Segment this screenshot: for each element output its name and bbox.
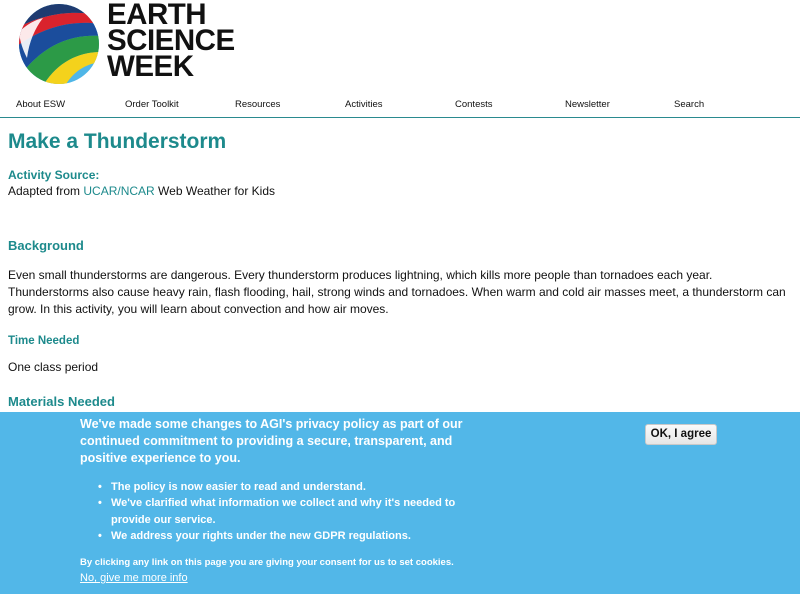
logo-line-earth: EARTH: [107, 0, 207, 31]
main-nav: [0, 96, 800, 116]
activity-source-text: [8, 183, 275, 200]
background-paragraph: Even small thunderstorms are dangerous. Every thunderstorm produces lightning, which kills more people than tornadoes each year. Thunderstorms also cause heavy rain, flash flooding, hail, strong winds and tornadoes. When warm and cold air masses meet, a thunderstorm can grow. In this activity, you will learn about convection and how air moves.: [8, 268, 786, 316]
earth-globe-logo-icon: [17, 2, 101, 86]
privacy-banner: [0, 412, 800, 594]
source-suffix: Web Weather for Kids: [154, 184, 275, 198]
time-needed-text: One class period: [8, 360, 99, 374]
nav-item-newsletter[interactable]: Newsletter: [565, 99, 610, 110]
logo-line-week: WEEK: [107, 50, 194, 83]
nav-item-resources[interactable]: Resources: [235, 99, 281, 110]
privacy-banner-heading: We've made some changes to AGI's privacy policy as part of our continued commitment to providing a secure, transparent, and positive experience to you.: [80, 417, 463, 465]
nav-item-search[interactable]: Search: [674, 99, 705, 110]
ucar-ncar-link[interactable]: UCAR/NCAR: [83, 184, 155, 198]
list-item: • The policy is now easier to read and understand.: [98, 479, 498, 495]
site-header: [0, 0, 800, 118]
nav-item-contests[interactable]: Contests: [455, 99, 493, 110]
esw-logo[interactable]: [17, 2, 237, 86]
agree-button[interactable]: OK, I agree: [645, 424, 717, 445]
page-title: Make a Thunderstorm: [8, 130, 227, 153]
logo-line-science: SCIENCE: [107, 24, 235, 57]
activity-source-label: Activity Source:: [8, 168, 100, 182]
privacy-changes-list: [98, 479, 498, 544]
list-item: • We've clarified what information we collect and why it's needed to provide our service.: [98, 495, 498, 528]
cookie-consent-text: By clicking any link on this page you are giving your consent for us to set cookies.: [80, 557, 454, 568]
list-item: • We address your rights under the new GDPR regulations.: [98, 528, 498, 544]
materials-needed-heading: Materials Needed: [8, 394, 115, 409]
source-prefix: Adapted from: [8, 184, 84, 198]
time-needed-heading: Time Needed: [8, 335, 80, 347]
nav-item-activities[interactable]: Activities: [345, 99, 383, 110]
logo-wordmark: [107, 0, 235, 83]
nav-item-about-esw[interactable]: About ESW: [16, 99, 66, 110]
background-heading: Background: [8, 238, 84, 253]
more-info-link[interactable]: No, give me more info: [80, 572, 188, 584]
nav-item-order-toolkit[interactable]: Order Toolkit: [125, 99, 179, 110]
